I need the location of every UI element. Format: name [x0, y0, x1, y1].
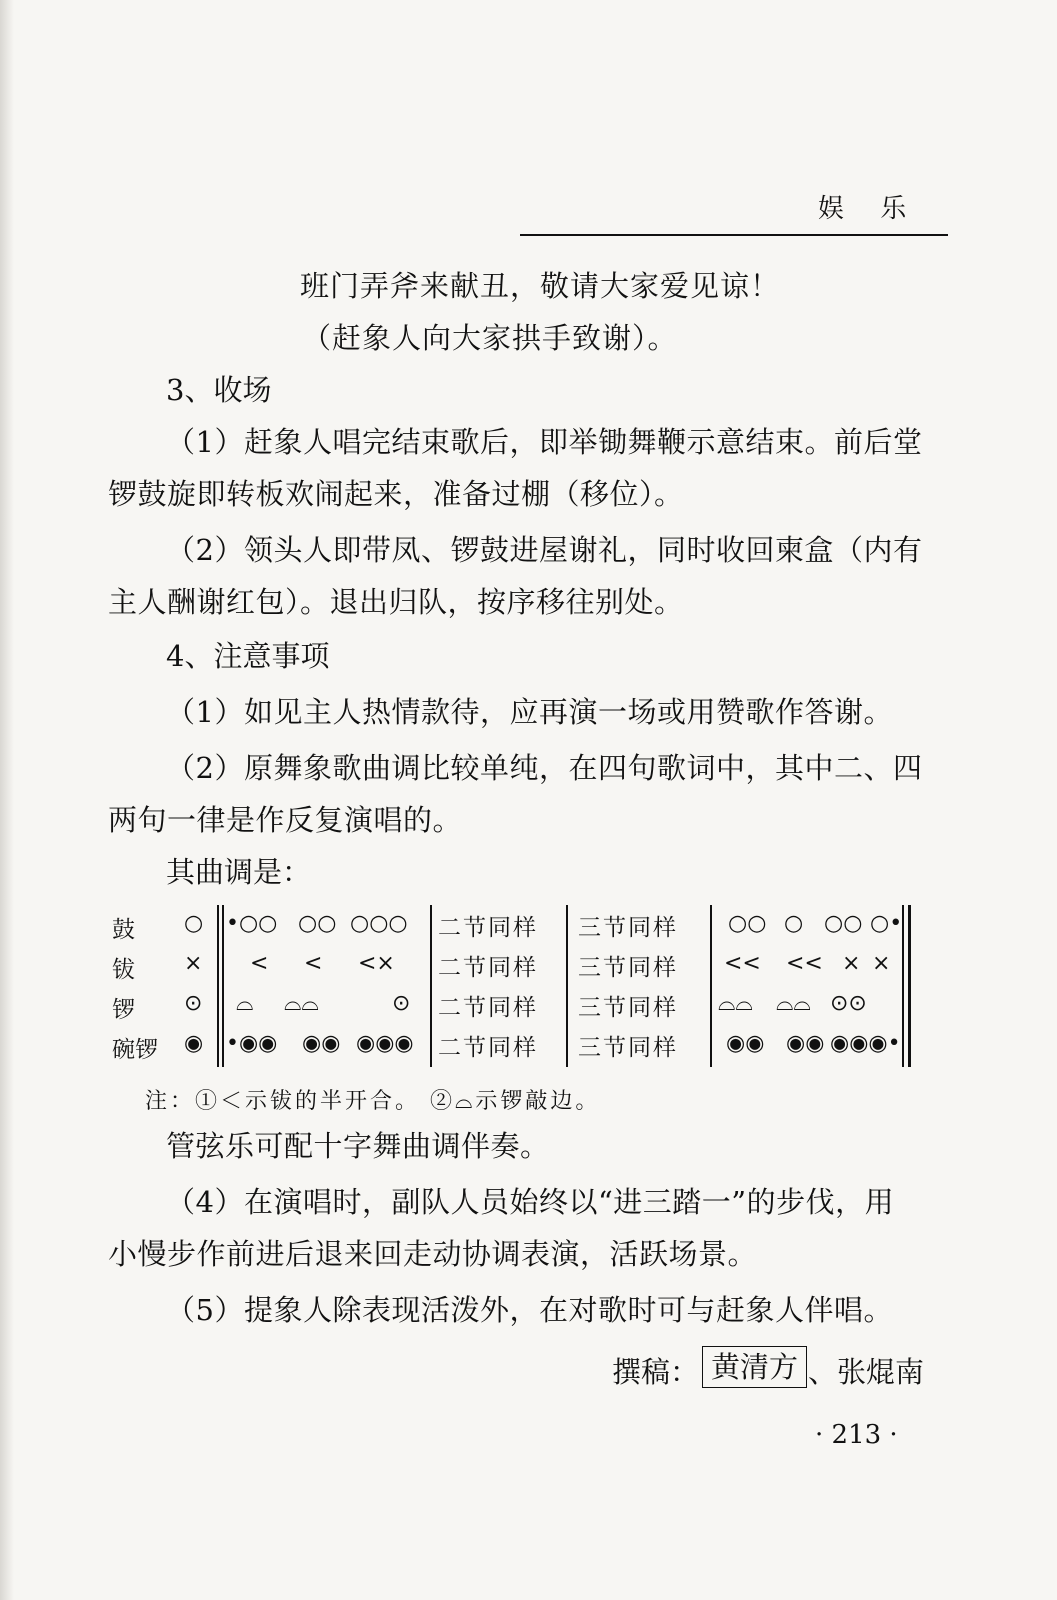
drum-end-3: ○○: [824, 911, 863, 936]
credit-rest: 、张焜南: [808, 1355, 925, 1389]
bar-line: [217, 905, 219, 1067]
s4-paragraph-4b: 小慢步作前进后退来回走动协调表演，活跃场景。: [108, 1237, 758, 1271]
label-bowl-gong: 碗锣: [112, 1037, 158, 1063]
bar-line: [902, 905, 904, 1067]
repeat-2-cymbal: 二节同样: [438, 955, 538, 981]
drum-beat-3: ○○○: [350, 911, 408, 936]
gong-beat-3: ⊙: [392, 991, 411, 1016]
symbol-gong: ⊙: [184, 991, 203, 1016]
repeat-3-cymbal: 三节同样: [578, 955, 678, 981]
header-rule: [520, 234, 948, 236]
tune-intro: 其曲调是：: [166, 855, 312, 889]
cymbal-end-4: ×: [872, 951, 891, 976]
page-edge: [0, 0, 14, 1600]
section-3-title: 3、收场: [166, 373, 272, 407]
cymbal-beat-2: <: [304, 951, 323, 976]
s3-paragraph-2a: （2）领头人即带凤、锣鼓进屋谢礼，同时收回柬盒（内有: [166, 533, 923, 567]
repeat-3-gong: 三节同样: [578, 995, 678, 1021]
cymbal-end-2: <<: [786, 951, 823, 976]
label-cymbal: 钹: [112, 957, 135, 983]
bowl-gong-end-3: ◉◉◉•: [830, 1031, 901, 1056]
bowl-gong-beat-2: ◉◉: [302, 1031, 341, 1056]
gong-end-3: ⊙⊙: [830, 991, 867, 1016]
gong-end-2: ⌓⌓: [776, 991, 811, 1016]
symbol-cymbal: ×: [184, 951, 203, 976]
bowl-gong-beat-3: ◉◉◉: [356, 1031, 414, 1056]
s4-paragraph-5: （5）提象人除表现活泼外，在对歌时可与赶象人伴唱。: [166, 1293, 893, 1327]
s4-paragraph-2b: 两句一律是作反复演唱的。: [108, 803, 463, 837]
drum-beat-1: •○○: [226, 911, 278, 936]
final-bar-line: [908, 905, 911, 1067]
page-number: · 213 ·: [815, 1420, 898, 1450]
repeat-2-bowl-gong: 二节同样: [438, 1035, 538, 1061]
s3-paragraph-2b: 主人酬谢红包）。退出归队，按序移往别处。: [108, 585, 684, 619]
drum-end-4: ○•: [870, 911, 903, 936]
drum-end-1: ○○: [728, 911, 767, 936]
s4-paragraph-4a: （4）在演唱时，副队人员始终以“进三踏一”的步伐，用: [166, 1185, 895, 1219]
label-drum: 鼓: [112, 917, 135, 943]
section-4-title: 4、注意事项: [166, 639, 330, 673]
running-head: 娱 乐: [818, 194, 921, 224]
verse-line-1: 班门弄斧来献丑，敬请大家爱见谅！: [300, 269, 781, 303]
credit-label: 撰稿：: [612, 1355, 700, 1389]
bar-line: [430, 905, 432, 1067]
gong-beat-2: ⌓⌓: [284, 991, 319, 1016]
bowl-gong-end-1: ◉◉: [726, 1031, 765, 1056]
s3-paragraph-1b: 锣鼓旋即转板欢闹起来，准备过棚（移位）。: [108, 477, 684, 511]
cymbal-beat-1: <: [250, 951, 269, 976]
cymbal-end-1: <<: [724, 951, 761, 976]
verse-line-2: （赶象人向大家拱手致谢）。: [302, 321, 678, 355]
gong-end-1: ⌓⌓: [718, 991, 753, 1016]
cymbal-beat-3: <×: [358, 951, 395, 976]
label-gong: 锣: [112, 997, 135, 1023]
percussion-score: [112, 905, 942, 1075]
symbol-bowl-gong: ◉: [184, 1031, 204, 1056]
repeat-2-gong: 二节同样: [438, 995, 538, 1021]
bar-line: [222, 905, 224, 1067]
symbol-drum: ○: [184, 911, 204, 936]
bowl-gong-beat-1: •◉◉: [226, 1031, 278, 1056]
drum-end-2: ○: [784, 911, 804, 936]
repeat-3-drum: 三节同样: [578, 915, 678, 941]
s4-paragraph-2a: （2）原舞象歌曲调比较单纯，在四句歌词中，其中二、四: [166, 751, 923, 785]
cymbal-end-3: ×: [842, 951, 861, 976]
score-note: 注：①＜示钹的半开合。 ②⌓示锣敲边。: [145, 1089, 601, 1114]
s4-paragraph-1: （1）如见主人热情款待，应再演一场或用赞歌作答谢。: [166, 695, 893, 729]
bar-line: [710, 905, 712, 1067]
s3-paragraph-1a: （1）赶象人唱完结束歌后，即举锄舞鞭示意结束。前后堂: [166, 425, 923, 459]
repeat-3-bowl-gong: 三节同样: [578, 1035, 678, 1061]
bar-line: [566, 905, 568, 1067]
bowl-gong-end-2: ◉◉: [786, 1031, 825, 1056]
drum-beat-2: ○○: [298, 911, 337, 936]
gong-beat-1: ⌓: [236, 991, 254, 1016]
accompaniment-line: 管弦乐可配十字舞曲调伴奏。: [166, 1129, 550, 1163]
credit-boxed-name: 黄清方: [702, 1346, 807, 1388]
repeat-2-drum: 二节同样: [438, 915, 538, 941]
